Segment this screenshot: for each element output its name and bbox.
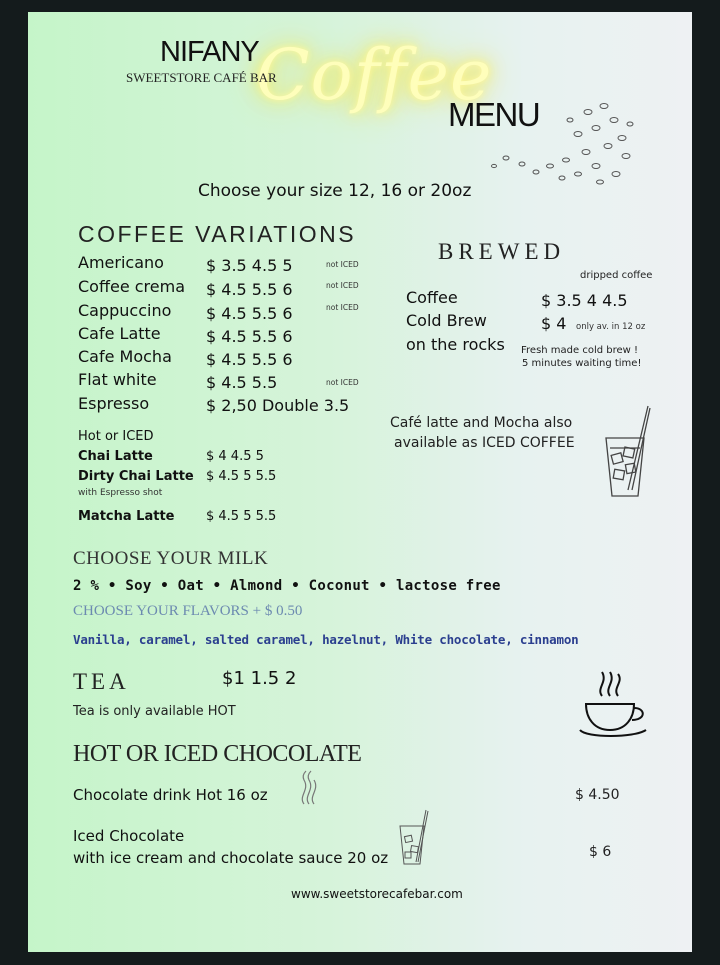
brand-name: NIFANY: [160, 36, 259, 68]
coffee-beans-icon: [466, 94, 636, 194]
cold-brew-price: $ 4: [541, 314, 567, 333]
item-name: Espresso: [78, 394, 150, 413]
fresh-note-2: 5 minutes waiting time!: [522, 358, 642, 369]
item-name: Chai Latte: [78, 449, 153, 464]
item-price: $ 4.5 5.5: [206, 373, 278, 392]
item-note: not ICED: [326, 303, 359, 312]
milk-title: CHOOSE YOUR MILK: [73, 548, 269, 569]
hot-chocolate-label: Chocolate drink Hot 16 oz: [73, 786, 268, 804]
cold-brew-label: Cold Brew: [406, 311, 487, 330]
iced-chocolate-label: Iced Chocolate: [73, 827, 185, 845]
item-name: Matcha Latte: [78, 509, 175, 524]
flavor-options: Vanilla, caramel, salted caramel, hazelnut, White chocolate, cinnamon: [73, 632, 579, 647]
chocolate-title: HOT OR ICED CHOCOLATE: [73, 741, 362, 767]
coffee-variations-title: COFFEE VARIATIONS: [78, 221, 357, 247]
neon-coffee-title: Coffee: [256, 34, 493, 116]
fresh-note-1: Fresh made cold brew !: [521, 345, 639, 356]
item-price: $ 2,50 Double 3.5: [206, 396, 350, 415]
flavors-title: CHOOSE YOUR FLAVORS + $ 0.50: [73, 603, 303, 619]
item-name: Cafe Mocha: [78, 347, 172, 366]
item-sub: with Espresso shot: [78, 488, 163, 498]
menu-title: MENU: [448, 96, 540, 133]
hot-chocolate-price: $ 4.50: [575, 787, 620, 803]
item-name: Coffee crema: [78, 277, 186, 296]
item-name: Dirty Chai Latte: [78, 469, 194, 484]
tea-cup-icon: [576, 662, 650, 746]
item-price: $ 4.5 5.5 6: [206, 327, 293, 346]
iced-chocolate-price: $ 6: [589, 844, 612, 860]
iced-chocolate-desc: with ice cream and chocolate sauce 20 oz: [73, 849, 389, 867]
iced-note-2: available as ICED COFFEE: [394, 435, 575, 451]
brewed-coffee-price: $ 3.5 4 4.5: [541, 291, 628, 310]
steam-icon: [296, 770, 322, 806]
menu-page: [28, 12, 692, 952]
item-price: $ 4.5 5 5.5: [206, 509, 277, 524]
milk-options: 2 % • Soy • Oat • Almond • Coconut • lactose free: [73, 578, 501, 594]
item-price: $ 3.5 4.5 5: [206, 256, 293, 275]
dripped-note: dripped coffee: [580, 270, 653, 281]
cold-brew-note: only av. in 12 oz: [576, 322, 646, 332]
size-selection: Choose your size 12, 16 or 20oz: [198, 181, 472, 201]
brand-subtitle: SWEETSTORE CAFÉ BAR: [126, 70, 277, 85]
tea-note: Tea is only available HOT: [73, 704, 236, 719]
hot-or-iced-label: Hot or ICED: [78, 429, 154, 444]
item-note: not ICED: [326, 281, 359, 290]
tea-prices: $1 1.5 2: [222, 668, 297, 689]
brewed-coffee-label: Coffee: [406, 288, 458, 307]
on-the-rocks-label: on the rocks: [406, 335, 505, 354]
item-name: Cappuccino: [78, 301, 172, 320]
iced-note-1: Café latte and Mocha also: [390, 415, 573, 431]
tea-title: TEA: [73, 669, 130, 694]
item-name: Americano: [78, 253, 164, 272]
website-link[interactable]: www.sweetstorecafebar.com: [291, 887, 463, 901]
brewed-title: BREWED: [438, 239, 566, 264]
item-price: $ 4.5 5 5.5: [206, 469, 277, 484]
item-name: Flat white: [78, 370, 157, 389]
item-price: $ 4 4.5 5: [206, 449, 264, 464]
item-price: $ 4.5 5.5 6: [206, 350, 293, 369]
item-price: $ 4.5 5.5 6: [206, 280, 293, 299]
iced-drink-icon: [598, 402, 654, 502]
item-note: not ICED: [326, 378, 359, 387]
item-price: $ 4.5 5.5 6: [206, 304, 293, 323]
item-note: not ICED: [326, 260, 359, 269]
item-name: Cafe Latte: [78, 324, 161, 343]
iced-glass-icon: [396, 808, 430, 868]
